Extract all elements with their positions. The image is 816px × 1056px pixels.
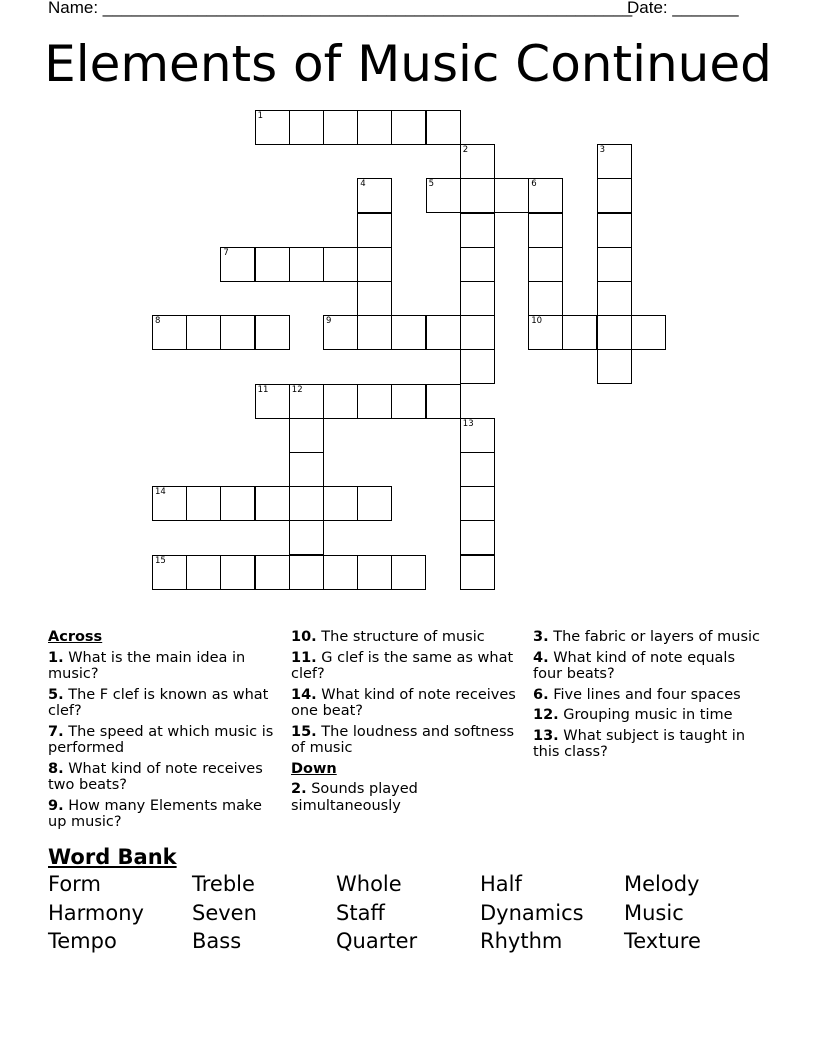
word-bank-word: Seven <box>192 900 257 925</box>
crossword-cell[interactable] <box>255 486 290 521</box>
crossword-cell[interactable] <box>460 418 495 453</box>
clue-text: Five lines and four spaces <box>548 686 741 703</box>
crossword-cell[interactable] <box>289 486 324 521</box>
clue-text: The fabric or layers of music <box>548 629 760 645</box>
crossword-cell[interactable] <box>220 555 255 590</box>
clue-text: What kind of note receives two beats? <box>48 760 263 793</box>
crossword-cell[interactable] <box>323 486 358 521</box>
crossword-cell[interactable] <box>255 110 290 145</box>
clue <box>48 687 278 720</box>
crossword-cell[interactable] <box>597 178 632 213</box>
crossword-cell[interactable] <box>597 247 632 282</box>
clue-text: The F clef is known as what clef? <box>48 686 269 719</box>
crossword-cell[interactable] <box>460 486 495 521</box>
word-bank-word: Bass <box>192 929 242 953</box>
clue-number: 7. <box>48 723 64 740</box>
clues-column-3 <box>533 629 763 765</box>
clue-text: The speed at which music is performed <box>48 723 274 756</box>
clue-number: 1 <box>257 111 264 121</box>
crossword-cell[interactable] <box>357 555 392 590</box>
crossword-cell[interactable] <box>391 315 426 350</box>
crossword-cell[interactable] <box>494 178 529 213</box>
down-clue-list <box>291 781 523 814</box>
clue <box>48 798 278 831</box>
crossword-cell[interactable] <box>289 452 324 487</box>
clue-number: 8 <box>155 316 161 327</box>
clue-number: 10. <box>291 629 317 645</box>
clue-text: What kind of note equals four beats? <box>533 649 735 682</box>
crossword-cell[interactable] <box>255 384 290 419</box>
name-field[interactable]: Name: ________________________________________________________ <box>48 0 633 17</box>
clue-number: 10 <box>531 316 543 327</box>
crossword-cell[interactable] <box>323 555 358 590</box>
crossword-cell[interactable] <box>528 315 563 350</box>
clue-number: 12. <box>533 707 559 723</box>
crossword-cell[interactable] <box>152 486 187 521</box>
clue <box>533 687 763 704</box>
crossword-cell[interactable] <box>391 384 426 419</box>
date-field[interactable]: Date: _______ <box>627 0 739 17</box>
crossword-cell[interactable] <box>391 110 426 145</box>
crossword-cell[interactable] <box>255 315 290 350</box>
crossword-cell[interactable] <box>460 144 495 179</box>
crossword-cell[interactable] <box>597 315 632 350</box>
clue-number: 9. <box>48 797 64 814</box>
clue-number: 13. <box>533 727 559 744</box>
crossword-cell[interactable] <box>460 315 495 350</box>
crossword-cell[interactable] <box>460 555 495 590</box>
crossword-cell[interactable] <box>255 555 290 590</box>
across-clue-list-continued <box>291 629 523 757</box>
clue-number: 12 <box>291 384 303 395</box>
crossword-cell[interactable] <box>289 418 324 453</box>
crossword-cell[interactable] <box>426 110 461 145</box>
crossword-cell[interactable] <box>597 281 632 316</box>
crossword-cell[interactable] <box>426 315 461 350</box>
page-title: Elements of Music Continued <box>44 35 772 93</box>
crossword-cell[interactable] <box>357 178 392 213</box>
word-bank <box>48 872 768 958</box>
word-bank-title: Word Bank <box>48 845 177 869</box>
across-heading: Across <box>48 629 103 645</box>
clue-number: 5 <box>428 179 435 190</box>
crossword-cell[interactable] <box>289 247 324 282</box>
clues-column-1 <box>48 629 278 835</box>
crossword-cell[interactable] <box>289 555 324 590</box>
crossword-cell[interactable] <box>597 213 632 248</box>
crossword-cell[interactable] <box>152 315 187 350</box>
clue-number: 11. <box>291 649 317 666</box>
clue-number: 14. <box>291 686 317 703</box>
word-bank-word: Whole <box>336 872 402 896</box>
clue <box>48 724 278 757</box>
word-bank-word: Dynamics <box>480 900 584 925</box>
crossword-cell[interactable] <box>357 247 392 282</box>
clue <box>291 781 523 814</box>
crossword-cell[interactable] <box>426 178 461 213</box>
crossword-cell[interactable] <box>220 315 255 350</box>
clue-text: What subject is taught in this class? <box>533 727 746 760</box>
word-bank-word: Tempo <box>48 929 117 953</box>
crossword-cell[interactable] <box>220 247 255 282</box>
word-bank-word: Half <box>480 872 522 896</box>
clue <box>533 707 763 724</box>
crossword-cell[interactable] <box>528 281 563 316</box>
crossword-cell[interactable] <box>323 384 358 419</box>
clue-text: How many Elements make up music? <box>48 797 262 830</box>
crossword-cell[interactable] <box>460 520 495 555</box>
down-clue-list-continued <box>533 629 763 761</box>
crossword-cell[interactable] <box>289 520 324 555</box>
crossword-cell[interactable] <box>460 281 495 316</box>
word-bank-word: Rhythm <box>480 929 563 953</box>
word-bank-word: Music <box>624 900 684 925</box>
crossword-cell[interactable] <box>391 555 426 590</box>
clue-number: 4 <box>360 179 366 190</box>
crossword-cell[interactable] <box>186 555 221 590</box>
word-bank-word: Melody <box>624 872 700 896</box>
clue <box>291 687 523 720</box>
clue <box>291 724 523 757</box>
clue-text: Sounds played simultaneously <box>291 781 418 814</box>
clue-number: 13 <box>462 418 474 429</box>
clue-text: The loudness and softness of music <box>291 723 515 756</box>
word-bank-word: Treble <box>192 872 255 896</box>
clue-text: What kind of note receives one beat? <box>291 686 516 719</box>
clue-number: 1. <box>48 649 64 666</box>
crossword-cell[interactable] <box>323 315 358 350</box>
crossword-cell[interactable] <box>528 213 563 248</box>
clue-number: 6. <box>533 686 549 703</box>
clue-number: 4. <box>533 649 549 666</box>
clue-text: G clef is the same as what clef? <box>291 649 514 682</box>
crossword-cell[interactable] <box>562 315 597 350</box>
crossword-cell[interactable] <box>357 384 392 419</box>
crossword-cell[interactable] <box>631 315 666 350</box>
word-bank-word: Staff <box>336 900 385 925</box>
across-clue-list <box>48 650 278 831</box>
crossword-cell[interactable] <box>289 110 324 145</box>
clue-number: 2. <box>291 781 307 797</box>
clue <box>48 650 278 683</box>
crossword-cell[interactable] <box>220 486 255 521</box>
crossword-cell[interactable] <box>357 315 392 350</box>
clue <box>48 761 278 794</box>
crossword-cell[interactable] <box>323 247 358 282</box>
clue <box>533 728 763 761</box>
clue-number: 14 <box>155 487 166 498</box>
clue-number: 6 <box>531 179 537 190</box>
crossword-cell[interactable] <box>186 486 221 521</box>
clue <box>533 650 763 683</box>
clue-number: 15. <box>291 723 317 740</box>
clue <box>291 629 523 646</box>
crossword-cell[interactable] <box>597 144 632 179</box>
crossword-cell[interactable] <box>426 384 461 419</box>
crossword-cell[interactable] <box>357 281 392 316</box>
word-bank-word: Form <box>48 872 101 896</box>
crossword-cell[interactable] <box>357 213 392 248</box>
crossword-cell[interactable] <box>357 486 392 521</box>
crossword-cell[interactable] <box>528 178 563 213</box>
crossword-cell[interactable] <box>460 247 495 282</box>
clue-number: 7 <box>223 247 229 258</box>
clue <box>533 629 763 646</box>
crossword-cell[interactable] <box>460 213 495 248</box>
clue-number: 15 <box>155 555 166 566</box>
clues-column-2 <box>291 629 523 818</box>
word-bank-word: Harmony <box>48 900 144 925</box>
clue-text: The structure of music <box>316 629 485 645</box>
crossword-cell[interactable] <box>152 555 187 590</box>
crossword-cell[interactable] <box>255 247 290 282</box>
word-bank-word: Texture <box>624 929 701 953</box>
clue <box>291 650 523 683</box>
clue-number: 5. <box>48 686 64 703</box>
crossword-cell[interactable] <box>460 452 495 487</box>
crossword-cell[interactable] <box>460 178 495 213</box>
crossword-cell[interactable] <box>186 315 221 350</box>
clue-text: What is the main idea in music? <box>48 649 246 682</box>
crossword-cell[interactable] <box>289 384 324 419</box>
crossword-cell[interactable] <box>460 349 495 384</box>
clue-text: Grouping music in time <box>558 707 733 723</box>
crossword-cell[interactable] <box>357 110 392 145</box>
crossword-cell[interactable] <box>597 349 632 384</box>
clue-number: 2 <box>462 145 469 156</box>
clue-number: 11 <box>257 384 269 395</box>
clue-number: 9 <box>326 316 332 327</box>
word-bank-word: Quarter <box>336 929 418 953</box>
clue-number: 8. <box>48 760 64 777</box>
clue-number: 3. <box>533 629 549 645</box>
crossword-cell[interactable] <box>323 110 358 145</box>
crossword-cell[interactable] <box>528 247 563 282</box>
down-heading: Down <box>291 760 337 777</box>
clue-number: 3 <box>599 145 606 156</box>
